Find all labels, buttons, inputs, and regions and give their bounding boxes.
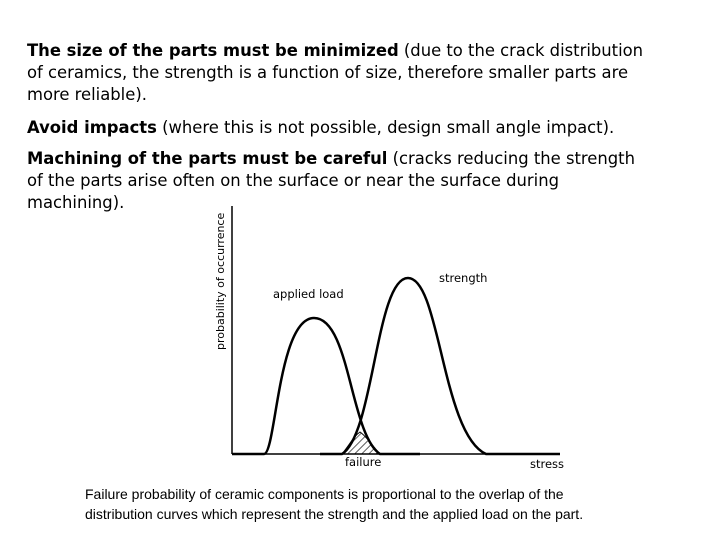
- failure-label: failure: [345, 455, 382, 469]
- y-axis-label: probability of occurrence: [214, 212, 227, 350]
- paragraph-3-line-1-text: (cracks reducing the strength: [387, 149, 635, 168]
- paragraph-1-line-1-text: (due to the crack distribution: [398, 41, 644, 60]
- failure-overlap-area: [342, 432, 380, 454]
- caption-line-1: Failure probability of ceramic components is proportional to the overlap of the: [85, 486, 564, 502]
- paragraph-size-minimized: [27, 40, 643, 106]
- paragraph-1-line-2-text: of ceramics, the strength is a function of size, therefore smaller parts are: [27, 63, 629, 82]
- paragraph-2-heading: Avoid impacts: [27, 118, 157, 137]
- applied-load-label: applied load: [273, 287, 344, 301]
- applied-load-curve: [232, 318, 420, 454]
- figure-caption: [85, 484, 685, 524]
- x-axis-label: stress: [530, 457, 565, 471]
- strength-label: strength: [439, 271, 488, 285]
- caption-line-2: distribution curves which represent the strength and the applied load on the part.: [85, 506, 584, 522]
- paragraph-avoid-impacts: [27, 117, 614, 139]
- paragraph-3-line-2-text: of the parts arise often on the surface or near the surface during: [27, 171, 560, 190]
- paragraph-2-line-1-text: (where this is not possible, design small angle impact).: [156, 118, 615, 137]
- strength-curve: [320, 278, 560, 454]
- distribution-figure: [200, 198, 580, 474]
- paragraph-3-heading: Machining of the parts must be careful: [27, 149, 388, 168]
- paragraph-1-heading: The size of the parts must be minimized: [27, 41, 399, 60]
- distribution-diagram: [200, 198, 580, 474]
- paragraph-3-line-3-text: machining).: [27, 193, 125, 212]
- paragraph-1-line-3-text: more reliable).: [27, 85, 147, 104]
